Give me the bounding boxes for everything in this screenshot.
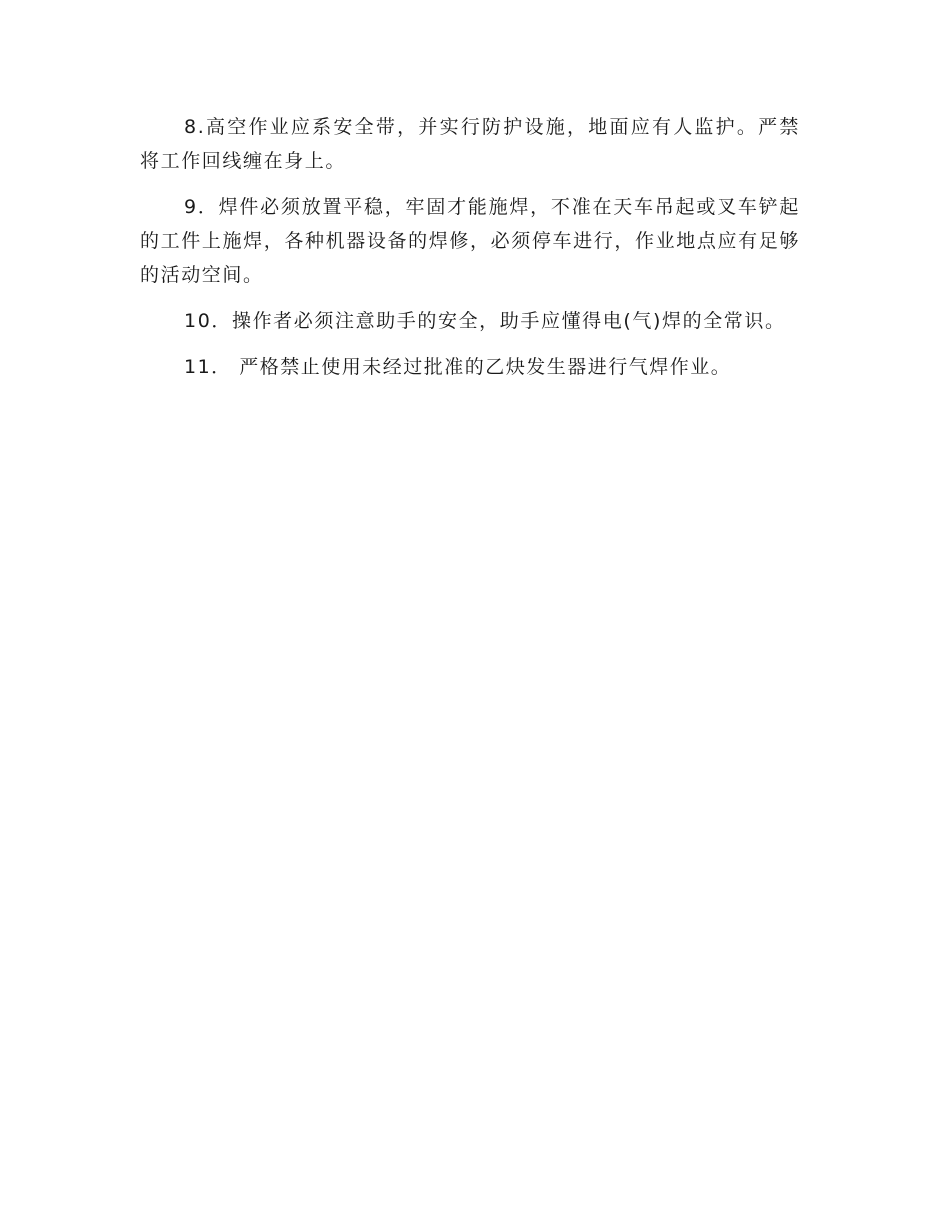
document-body — [140, 110, 800, 396]
paragraph-item-8: 8.高空作业应系安全带，并实行防护设施，地面应有人监护。严禁将工作回线缠在身上。 — [140, 116, 800, 172]
paragraph-item-11: 11． 严格禁止使用未经过批准的乙炔发生器进行气焊作业。 — [184, 356, 732, 378]
paragraph-item-10: 10．操作者必须注意助手的安全，助手应懂得电(气)焊的全常识。 — [184, 310, 786, 332]
paragraph-item-9: 9．焊件必须放置平稳，牢固才能施焊，不准在天车吊起或叉车铲起的工件上施焊，各种机器设备的焊修，必须停车进行，作业地点应有足够的活动空间。 — [140, 196, 800, 286]
